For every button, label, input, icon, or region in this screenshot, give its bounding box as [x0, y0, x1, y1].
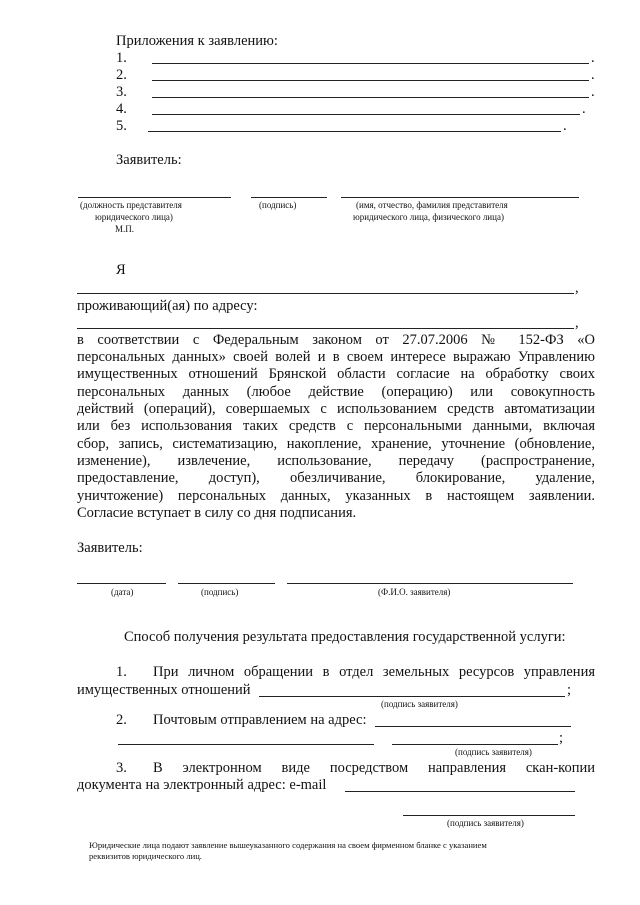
- option2-address-line[interactable]: [375, 726, 571, 727]
- address-comma: ,: [575, 315, 579, 331]
- option1-signature-line[interactable]: [259, 696, 565, 697]
- option2-address-line-2[interactable]: [118, 744, 374, 745]
- seal-mark: М.П.: [115, 224, 135, 234]
- applicant2-heading: Заявитель:: [77, 540, 143, 556]
- attachment-number: 3.: [116, 84, 127, 100]
- attachment-number: 5.: [116, 118, 127, 134]
- attachment-line[interactable]: [152, 80, 589, 81]
- name-line[interactable]: [341, 197, 579, 198]
- option1-semicolon: ;: [567, 682, 572, 698]
- option2-semicolon: ;: [559, 730, 564, 746]
- consent-text-line: персональных данных (любое действие (операцию) или совокупность: [77, 384, 595, 400]
- option2-caption: (подпись заявителя): [455, 747, 532, 757]
- footnote-line: Юридические лица подают заявление вышеуказанного содержания на своем фирменном бланке с указанием: [89, 840, 487, 850]
- attachment-line-end: .: [591, 67, 595, 83]
- email-line[interactable]: [345, 791, 575, 792]
- option3-text-2: документа на электронный адрес: e-mail: [77, 777, 327, 793]
- attachment-line-end: .: [591, 50, 595, 66]
- consent-text-line: действий (операций), совершаемых с использованием средств автоматизации: [77, 401, 595, 417]
- attachment-line[interactable]: [152, 97, 589, 98]
- attachment-line-end: .: [563, 118, 567, 134]
- consent-text-line: Согласие вступает в силу со дня подписания.: [77, 505, 357, 521]
- signature-line-2[interactable]: [178, 583, 275, 584]
- attachment-number: 2.: [116, 67, 127, 83]
- option3-text: В электронном виде посредством направления скан-копии: [153, 760, 595, 776]
- applicant-heading: Заявитель:: [116, 152, 182, 168]
- fio-caption: (Ф.И.О. заявителя): [378, 587, 451, 597]
- consent-i: Я: [116, 262, 126, 278]
- signature-caption-2: (подпись): [201, 587, 239, 597]
- option3-signature-line[interactable]: [403, 815, 575, 816]
- date-caption: (дата): [111, 587, 134, 597]
- consent-text-line: предоставление, доступ), обезличивание, блокирование, удаление,: [77, 470, 595, 486]
- attachment-line[interactable]: [152, 114, 580, 115]
- position-line[interactable]: [78, 197, 231, 198]
- attachment-line-end: .: [582, 101, 586, 117]
- address-label: проживающий(ая) по адресу:: [77, 298, 258, 314]
- attachment-line-end: .: [591, 84, 595, 100]
- option1-text: При личном обращении в отдел земельных ресурсов управления: [153, 664, 595, 680]
- date-line[interactable]: [77, 583, 166, 584]
- position-caption-2: юридического лица): [95, 212, 173, 222]
- address-line[interactable]: [77, 328, 574, 329]
- option1-caption: (подпись заявителя): [381, 699, 458, 709]
- fio-line[interactable]: [287, 583, 573, 584]
- name-caption: (имя, отчество, фамилия представителя: [356, 200, 508, 210]
- attachment-line[interactable]: [148, 131, 561, 132]
- footnote-line-2: реквизитов юридического лиц.: [89, 851, 202, 861]
- fullname-comma: ,: [575, 280, 579, 296]
- fullname-line[interactable]: [77, 293, 574, 294]
- option1-number: 1.: [116, 664, 127, 680]
- consent-text-line: в соответствии с Федеральным законом от 27.07.2006 № 152-ФЗ «О: [77, 332, 595, 348]
- option2-text: Почтовым отправлением на адрес:: [153, 712, 367, 728]
- signature-caption: (подпись): [259, 200, 297, 210]
- signature-line[interactable]: [251, 197, 327, 198]
- name-caption-2: юридического лица, физического лица): [353, 212, 504, 222]
- option3-number: 3.: [116, 760, 127, 776]
- consent-text-line: изменение), извлечение, использование, передачу (распространение,: [77, 453, 595, 469]
- attachments-title: Приложения к заявлению:: [116, 33, 278, 49]
- option1-text-2: имущественных отношений: [77, 682, 251, 698]
- consent-text-line: персональных данных» своей волей и в своем интересе выражаю Управлению: [77, 349, 595, 365]
- option2-number: 2.: [116, 712, 127, 728]
- position-caption: (должность представителя: [80, 200, 182, 210]
- option2-signature-line[interactable]: [392, 744, 558, 745]
- consent-text-line: уничтожение) персональных данных, указанных в настоящем заявлении.: [77, 488, 595, 504]
- consent-text-line: сбор, запись, систематизацию, накопление, хранение, уточнение (обновление,: [77, 436, 595, 452]
- attachment-number: 1.: [116, 50, 127, 66]
- consent-text-line: или без использования таких средств с персональными данными, включая: [77, 418, 595, 434]
- attachment-line[interactable]: [152, 63, 589, 64]
- option3-caption: (подпись заявителя): [447, 818, 524, 828]
- consent-text-line: имущественных отношений Брянской области согласие на обработку своих: [77, 366, 595, 382]
- attachment-number: 4.: [116, 101, 127, 117]
- result-heading: Способ получения результата предоставления государственной услуги:: [124, 629, 566, 645]
